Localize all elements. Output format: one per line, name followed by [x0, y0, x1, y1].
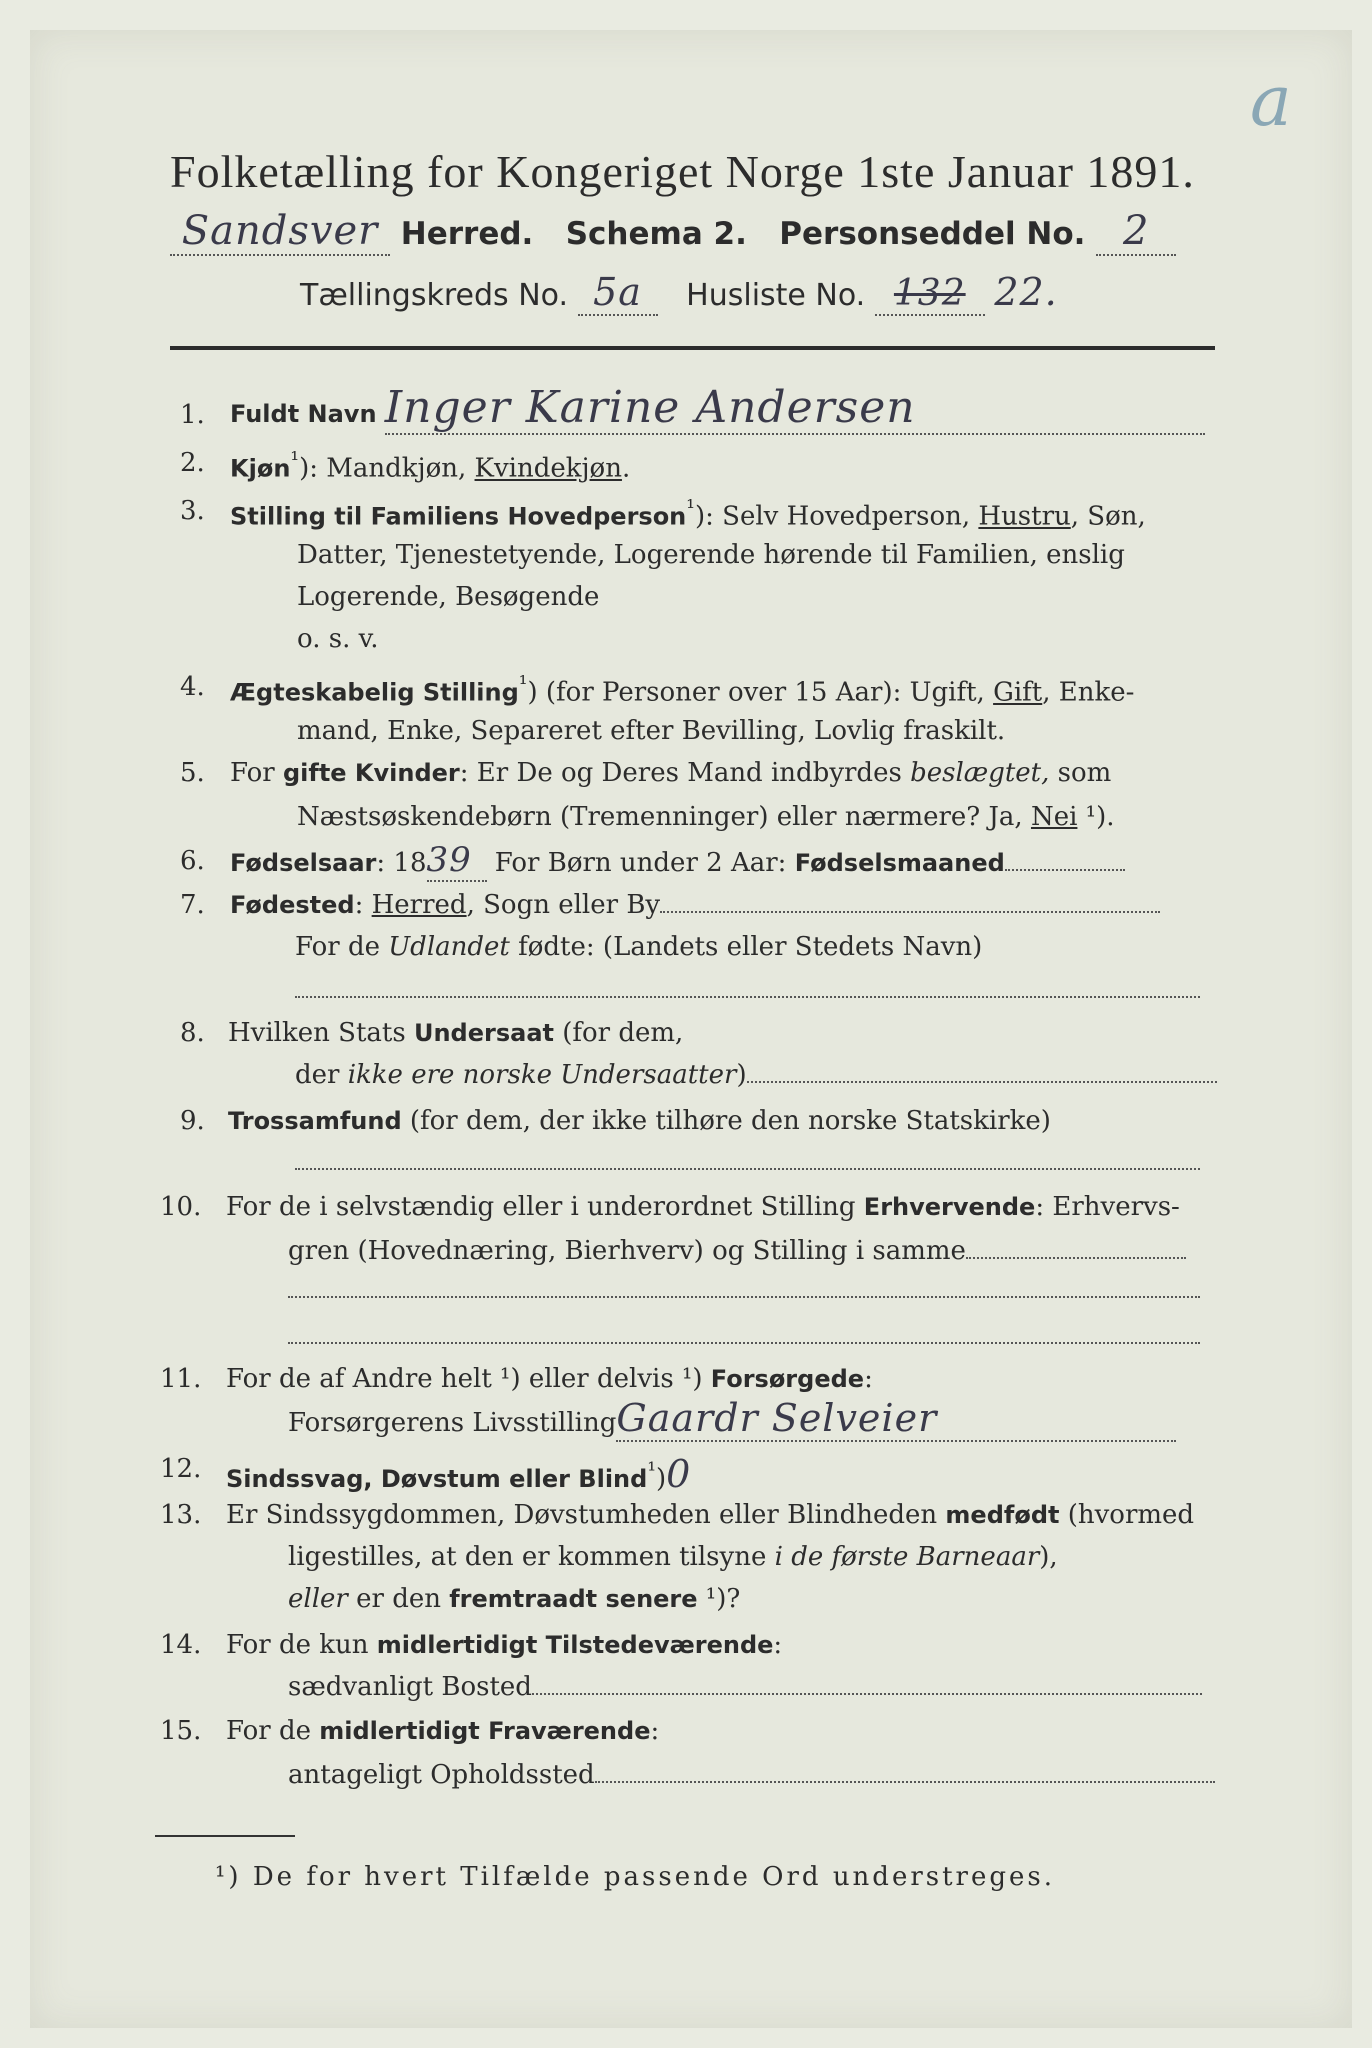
q7-line2-post: fødte: (Landets eller Stedets Navn) [509, 932, 983, 962]
q6-label2: Fødselsmaaned [794, 849, 1005, 877]
q7-line2-pre: For de [295, 932, 389, 962]
q5-label: gifte Kvinder [282, 759, 460, 787]
q13-line3-italic: eller [288, 1584, 348, 1614]
q2-line [230, 448, 630, 484]
q15-number: 15. [160, 1716, 202, 1746]
q6-label: Fødselsaar [230, 849, 377, 877]
q13-line3-post: ¹)? [697, 1584, 741, 1614]
q8-text1: Hvilken Stats [228, 1018, 414, 1048]
q11-number: 11. [160, 1364, 202, 1394]
q5-label-pre: For [230, 758, 283, 788]
q7-line2 [295, 932, 982, 962]
q15-line2 [288, 1760, 1215, 1790]
q11-line2-text: Forsørgerens Livsstilling [288, 1408, 617, 1438]
q12-label: Sindssvag, Døvstum eller Blind [226, 1465, 648, 1493]
q13-text1: Er Sindssygdommen, Døvstumheden eller Blindheden [226, 1500, 946, 1530]
q12-footnote-ref: ¹ [647, 1458, 656, 1484]
footnote: ¹) De for hvert Tilfælde passende Ord understreges. [215, 1862, 1056, 1892]
kreds-value: 5a [578, 270, 658, 316]
q14-text1: For de kun [226, 1630, 377, 1660]
husliste-value: 132 [875, 273, 985, 316]
q3-line2: Datter, Tjenestetyende, Logerende hørende til Familien, enslig [297, 540, 1125, 570]
q2-label: Kjøn [230, 454, 291, 483]
q3-line4: o. s. v. [297, 624, 379, 654]
q12-line [226, 1452, 691, 1496]
q3-line1: Stilling til Familiens Hovedperson$^{^1}$): Selv Hovedperson, Hustru, Søn, [230, 496, 1146, 532]
footnote-rule [155, 1835, 295, 1837]
header-rule [170, 346, 1215, 350]
q6-line [230, 840, 1125, 882]
q13-line3-bold: fremtraadt senere [449, 1585, 698, 1613]
q14-line2-text: sædvanligt Bosted [288, 1672, 532, 1702]
q15-field [595, 1781, 1215, 1783]
q8-line2-pre: der [295, 1060, 348, 1090]
q13-line2-post: ), [1039, 1542, 1058, 1572]
q7-text2: , Sogn eller By [466, 890, 661, 920]
q3-text2: , Søn, [1070, 501, 1146, 532]
personseddel-label: Personseddel No. [779, 216, 1086, 252]
q1-number: 1. [180, 400, 205, 430]
q15-text1: For de [226, 1716, 320, 1746]
q4-text2: , Enke- [1042, 677, 1135, 708]
q9-number: 9. [180, 1106, 205, 1136]
q10-line1 [226, 1192, 1180, 1222]
q5-text1: : Er De og Deres Mand indbyrdes [459, 758, 911, 788]
husliste-label: Husliste No. [686, 278, 866, 313]
q2-text: ): Mandkjøn, [299, 453, 475, 484]
q7-answer-underlined: Herred [371, 890, 467, 920]
q7-blank-line [295, 970, 1200, 998]
schema-label: Schema 2. [565, 216, 747, 252]
q11-line1 [226, 1364, 873, 1394]
corner-handwritten-mark: a [1250, 60, 1293, 142]
q1-label: Fuldt Navn [230, 400, 377, 428]
q13-line2-pre: ligestilles, at den er kommen tilsyne [288, 1542, 775, 1572]
q5-text2: som [1049, 758, 1112, 788]
q14-text2: : [773, 1630, 783, 1660]
q10-blank-line-2 [288, 1320, 1200, 1344]
q3-label: Stilling til Familiens Hovedperson [230, 502, 687, 531]
q7-text1: : [354, 890, 372, 920]
q3-text1: ): Selv Hovedperson, [694, 501, 979, 532]
q10-text1: For de i selvstændig eller i underordnet Stilling [226, 1192, 864, 1222]
q14-label: midlertidigt Tilstedeværende [376, 1631, 774, 1659]
herred-label: Herred. [400, 216, 534, 252]
q5-italic: beslægtet, [910, 758, 1050, 788]
q7-field [660, 911, 1160, 913]
q10-number: 10. [160, 1192, 202, 1222]
q13-label: medfødt [945, 1501, 1060, 1529]
q11-label: Forsørgede [710, 1365, 865, 1393]
q14-line2 [288, 1672, 1202, 1702]
q13-line1 [226, 1500, 1194, 1530]
q13-text2: (hvormed [1059, 1500, 1195, 1530]
q8-line2 [295, 1060, 1217, 1090]
q11-line2 [288, 1396, 1176, 1442]
q14-line1 [226, 1630, 782, 1660]
q10-label: Erhvervende [863, 1193, 1036, 1221]
q1-line [230, 382, 1205, 435]
q11-text2: : [864, 1364, 873, 1394]
q12-after: ) [656, 1464, 667, 1494]
census-form-page [30, 30, 1352, 2028]
q13-line3 [288, 1584, 740, 1614]
q4-line1: Ægteskabelig Stilling$^{^1}$) (for Personer over 15 Aar): Ugift, Gift, Enke- [230, 672, 1135, 708]
q15-label: midlertidigt Fraværende [319, 1717, 651, 1745]
q14-field [532, 1693, 1202, 1695]
form-title: Folketælling for Kongeriget Norge 1ste Januar 1891. [170, 146, 1195, 197]
q8-line2-italic: ikke ere norske Undersaatter [347, 1060, 737, 1090]
q15-text2: : [650, 1716, 660, 1746]
q6-number: 6. [180, 846, 205, 876]
q4-number: 4. [180, 672, 205, 702]
q1-name-value: Inger Karine Andersen [385, 382, 1205, 435]
q13-line3-mid: er den [347, 1584, 450, 1614]
kreds-label: Tællingskreds No. [300, 278, 568, 313]
q13-number: 13. [160, 1500, 202, 1530]
kreds-line [300, 270, 1240, 320]
q4-answer-underlined: Gift [993, 677, 1043, 708]
q9-label: Trossamfund [228, 1107, 402, 1135]
q13-line2 [288, 1542, 1058, 1572]
q4-label: Ægteskabelig Stilling [230, 678, 519, 707]
q10-blank-line-1 [288, 1274, 1200, 1298]
q7-number: 7. [180, 890, 205, 920]
q9-text1: (for dem, der ikke tilhøre den norske Statskirke) [401, 1106, 1051, 1136]
q6-text1: : 18 [376, 848, 427, 878]
q10-line2 [288, 1236, 1186, 1266]
q3-number: 3. [180, 496, 205, 526]
q3-answer-underlined: Hustru [978, 501, 1071, 532]
q15-line2-text: antageligt Opholdssted [288, 1760, 595, 1790]
q2-answer-underlined: Kvindekjøn [474, 453, 622, 484]
q6-text2: For Børn under 2 Aar: [486, 848, 795, 878]
q8-text2: (for dem, [553, 1018, 684, 1048]
q7-line1 [230, 890, 1160, 920]
q12-value: 0 [666, 1452, 692, 1496]
q2-after: . [621, 453, 631, 484]
q9-blank-line [295, 1142, 1200, 1170]
q6-year-value: 39 [427, 840, 487, 882]
q10-text2: : Erhvervs- [1035, 1192, 1180, 1222]
husliste-value-corrected: 22. [994, 270, 1058, 314]
q10-field [966, 1257, 1186, 1259]
q6-month-field [1005, 869, 1125, 871]
q2-number: 2. [180, 448, 205, 478]
q9-line1 [228, 1106, 1051, 1136]
q4-line2: mand, Enke, Separeret efter Bevilling, Lovlig fraskilt. [297, 716, 1006, 746]
personseddel-value: 2 [1096, 208, 1176, 256]
q5-line2-text: Næstsøskendebørn (Tremenninger) eller nærmere? Ja, [297, 802, 1031, 832]
q13-line2-italic: i de første Barneaar [774, 1542, 1040, 1572]
q7-line2-italic: Udlandet [388, 932, 510, 962]
q11-text1: For de af Andre helt ¹) eller delvis ¹) [226, 1364, 711, 1394]
q15-line1 [226, 1716, 659, 1746]
herred-line [170, 208, 1220, 258]
q8-number: 8. [180, 1018, 205, 1048]
q12-number: 12. [160, 1454, 202, 1484]
q8-line1 [228, 1018, 683, 1048]
q5-after: ¹). [1077, 802, 1115, 832]
q11-occupation-value: Gaardr Selveier [616, 1396, 1176, 1442]
q8-field [747, 1081, 1217, 1083]
q5-line2 [297, 802, 1115, 832]
q8-label: Undersaat [413, 1019, 554, 1047]
q14-number: 14. [160, 1630, 202, 1660]
herred-value: Sandsver [170, 208, 390, 256]
q2-footnote-ref: ¹ [290, 448, 300, 473]
q5-number: 5. [180, 758, 205, 788]
q5-line1 [230, 758, 1111, 788]
q10-line2-text: gren (Hovednæring, Bierhverv) og Stilling i samme [288, 1236, 966, 1266]
q5-answer-underlined: Nei [1030, 802, 1078, 832]
q3-line3: Logerende, Besøgende [297, 582, 600, 612]
q7-label: Fødested [230, 891, 355, 919]
q4-text1: ) (for Personer over 15 Aar): Ugift, [527, 677, 994, 708]
q8-line2-post: ) [736, 1060, 747, 1090]
